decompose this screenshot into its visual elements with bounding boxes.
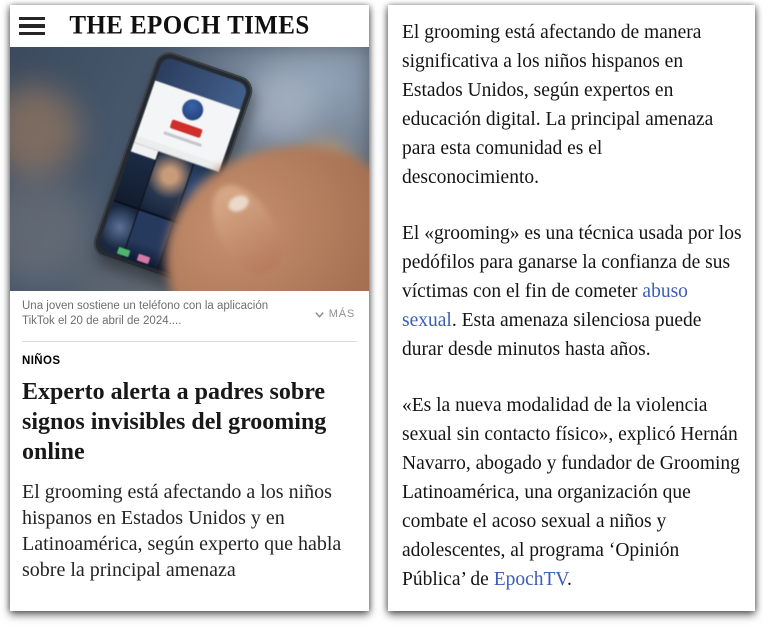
caption-more-button[interactable] [312, 308, 357, 320]
paragraph-text: El «grooming» es una técnica usada por los pedófilos para ganarse la confianza de sus víctimas con el fin de cometer [402, 223, 742, 302]
article-paragraph [402, 391, 742, 594]
article-body-page [388, 5, 755, 611]
phone-avatar-icon [179, 96, 206, 123]
inline-link[interactable]: EpochTV [493, 569, 567, 590]
category-link[interactable]: NIÑOS [22, 355, 61, 367]
inline-link[interactable]: abuso sexual [402, 281, 688, 331]
article-front-page [10, 5, 369, 611]
bokeh-light [10, 85, 80, 177]
paragraph-text: . [567, 569, 572, 590]
paragraph-text: «Es la nueva modalidad de la violencia sexual sin contacto físico», explicó Hernán Navarro, abogado y fundador de Grooming Latinoamérica, una organización que combate el acoso sexual a niños y adolescentes, al programa ‘Opinión Pública’ de [402, 395, 740, 590]
more-label: MÁS [328, 308, 355, 320]
hamburger-bar [19, 32, 45, 35]
paragraph-text: El grooming está afectando de manera significativa a los niños hispanos en Estados Unidos, según expertos en educación digital. La principal amenaza para esta comunidad es el desconocimiento. [402, 22, 714, 188]
article-body [402, 18, 742, 594]
epoch-times-logo[interactable]: THE EPOCH TIMES [69, 11, 310, 40]
chevron-down-icon [314, 309, 325, 320]
photo-caption-row [10, 291, 369, 333]
hamburger-bar [19, 24, 45, 27]
site-header [10, 5, 369, 47]
photo-caption: Una joven sostiene un teléfono con la aplicación TikTok el 20 de abril de 2024.... [22, 300, 269, 327]
bokeh-light [245, 71, 315, 141]
hamburger-icon[interactable] [19, 17, 45, 35]
article-headline: Experto alerta a padres sobre signos invisibles del grooming online [22, 379, 327, 465]
hamburger-bar [19, 17, 45, 20]
tiktok-phone-photo [10, 47, 369, 291]
paragraph-text: . Esta amenaza silenciosa puede durar desde minutos hasta años. [402, 310, 702, 360]
article-dek: El grooming está afectando a los niños hispanos en Estados Unidos y en Latinoamérica, según experto que habla sobre la principal amenaza [22, 481, 342, 581]
article-paragraph [402, 18, 742, 192]
article-paragraph [402, 219, 742, 364]
